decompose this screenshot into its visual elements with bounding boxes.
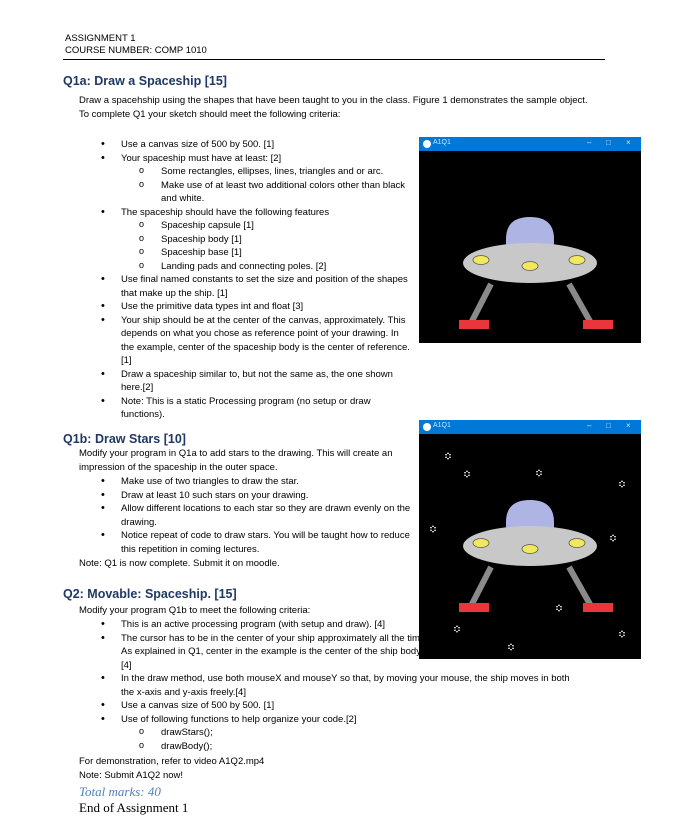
sub-list-item: o Spaceship capsule [1] xyxy=(95,219,410,233)
close-icon[interactable]: × xyxy=(626,138,631,147)
sub-list-item: o Spaceship body [1] xyxy=(95,233,410,247)
list-item: • The cursor has to be in the center of your ship approximately all the times. As explained in Q1, center in the example is the center of the ship body. [4] xyxy=(95,632,436,673)
figure1-window xyxy=(419,137,641,343)
figure1-window-title: A1Q1 xyxy=(433,139,451,146)
star xyxy=(464,470,470,478)
q2-criteria-list xyxy=(95,618,585,753)
maximize-icon[interactable]: □ xyxy=(606,421,611,430)
star xyxy=(610,534,616,542)
figure2-titlebar xyxy=(419,420,641,434)
q1b-criteria-list xyxy=(95,475,413,556)
list-item: • The spaceship should have the following features xyxy=(95,206,410,220)
list-item: • Use final named constants to set the size and position of the shapes that make up the ship. [1] xyxy=(95,273,410,300)
sub-list-item: o Landing pads and connecting poles. [2] xyxy=(95,260,410,274)
sub-list-item: o drawStars(); xyxy=(95,726,585,740)
end-of-assignment: End of Assignment 1 xyxy=(79,800,189,815)
list-item: • Make use of two triangles to draw the star. xyxy=(95,475,413,489)
sub-list-item: o drawBody(); xyxy=(95,740,585,754)
body-light xyxy=(522,262,538,271)
star xyxy=(430,525,436,533)
q1a-title: Q1a: Draw a Spaceship [15] xyxy=(63,74,227,88)
left-landing-pad xyxy=(459,320,489,329)
maximize-icon[interactable]: □ xyxy=(606,138,611,147)
list-item: • Allow different locations to each star so they are drawn evenly on the drawing. xyxy=(95,502,413,529)
right-landing-pad xyxy=(583,603,613,612)
minimize-icon[interactable]: – xyxy=(587,421,592,430)
left-landing-pole xyxy=(471,567,491,606)
spaceship xyxy=(459,217,613,329)
left-landing-pad xyxy=(459,603,489,612)
q1b-title: Q1b: Draw Stars [10] xyxy=(63,432,186,446)
list-item: • Use a canvas size of 500 by 500. [1] xyxy=(95,138,410,152)
app-icon xyxy=(423,423,431,431)
list-item: • This is an active processing program (with setup and draw). [4] xyxy=(95,618,436,632)
list-item: • Note: This is a static Processing program (no setup or draw functions). xyxy=(95,395,410,422)
q1b-intro: Modify your program in Q1a to add stars to the drawing. This will create an impression of the spaceship in the outer space. xyxy=(79,448,393,473)
list-item: • Use the primitive data types int and float [3] xyxy=(95,300,410,314)
list-item: • Notice repeat of code to draw stars. You will be taught how to reduce this repetition in coming lectures. xyxy=(95,529,413,556)
spaceship xyxy=(459,500,613,612)
body-light xyxy=(569,256,585,265)
total-marks: Total marks: 40 xyxy=(79,784,161,799)
assignment-label: ASSIGNMENT 1 xyxy=(65,33,136,44)
body-light xyxy=(473,539,489,548)
star xyxy=(556,604,562,612)
q2-demo: For demonstration, refer to video A1Q2.mp4 xyxy=(79,756,265,767)
list-item: • Draw a spaceship similar to, but not the same as, the one shown here.[2] xyxy=(95,368,410,395)
star xyxy=(619,630,625,638)
q1b-note-text: Note: Q1 is now complete. Submit it on moodle. xyxy=(79,558,280,569)
body-light xyxy=(522,545,538,554)
figure1-canvas xyxy=(419,151,641,343)
app-icon xyxy=(423,140,431,148)
q2-intro: Modify your program Q1b to meet the following criteria: xyxy=(79,605,311,616)
list-item: • Use a canvas size of 500 by 500. [1] xyxy=(95,699,585,713)
left-landing-pole xyxy=(471,284,491,323)
right-landing-pole xyxy=(569,284,591,323)
sub-list-item: o Some rectangles, ellipses, lines, triangles and or arc. xyxy=(95,165,410,179)
q1a-criteria-list xyxy=(95,138,410,422)
q2-title: Q2: Movable: Spaceship. [15] xyxy=(63,587,237,601)
star xyxy=(445,452,451,460)
list-item: • Use of following functions to help organize your code.[2] xyxy=(95,713,585,727)
q2-note: Note: Submit A1Q2 now! xyxy=(79,770,184,781)
close-icon[interactable]: × xyxy=(626,421,631,430)
header-divider xyxy=(63,59,605,60)
list-item: • In the draw method, use both mouseX and mouseY so that, by moving your mouse, the ship moves in both the x-axis and y-axis freely.[4] xyxy=(95,672,585,699)
list-item: • Draw at least 10 such stars on your drawing. xyxy=(95,489,413,503)
figure2-window-title: A1Q1 xyxy=(433,422,451,429)
sub-list-item: o Make use of at least two additional colors other than black and white. xyxy=(95,179,410,206)
right-landing-pad xyxy=(583,320,613,329)
list-item: • Your ship should be at the center of the canvas, approximately. This depends on what you chose as reference point of your drawing. In the example, center of the spaceship body is the center of reference. [1] xyxy=(95,314,410,368)
minimize-icon[interactable]: – xyxy=(587,138,592,147)
q1b-note xyxy=(79,557,280,571)
star xyxy=(536,469,542,477)
star xyxy=(619,480,625,488)
body-light xyxy=(569,539,585,548)
right-landing-pole xyxy=(569,567,591,606)
q1a-intro: Draw a spacehship using the shapes that have been taught to you in the class. Figure 1 demonstrates the sample object. To complete Q1 your sketch should meet the following criteria: xyxy=(79,95,588,120)
course-number: COURSE NUMBER: COMP 1010 xyxy=(65,45,207,56)
figure1-titlebar xyxy=(419,137,641,151)
list-item: • Your spaceship must have at least: [2] xyxy=(95,152,410,166)
body-light xyxy=(473,256,489,265)
sub-list-item: o Spaceship base [1] xyxy=(95,246,410,260)
